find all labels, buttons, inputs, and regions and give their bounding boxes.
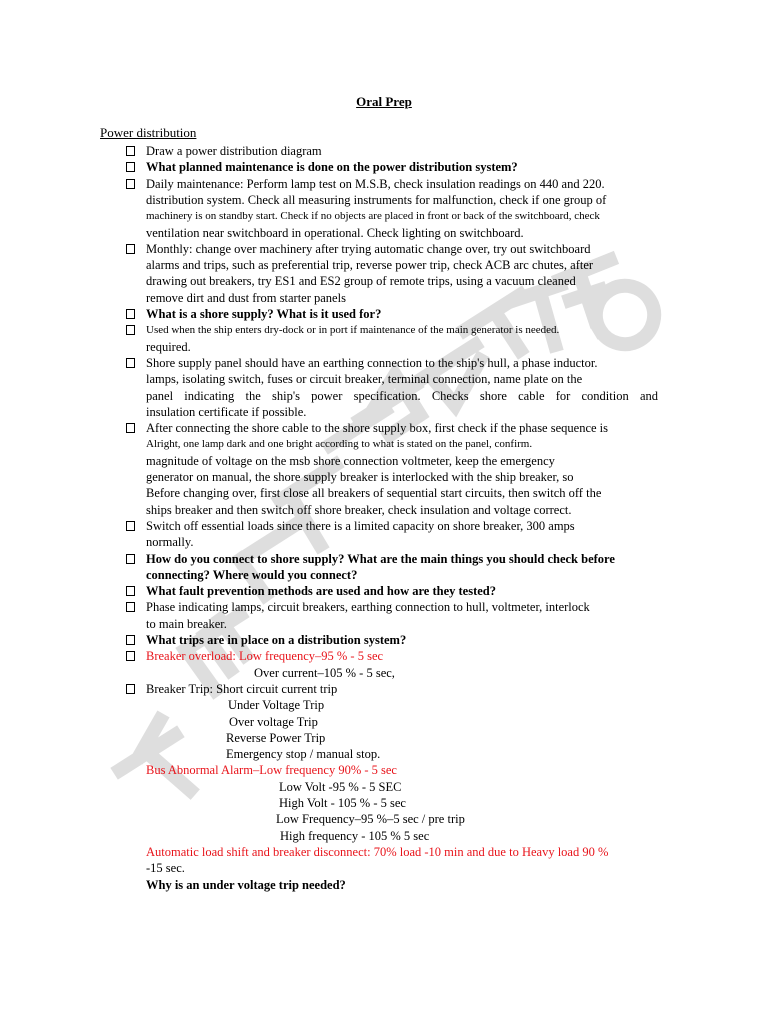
bullet-marker — [126, 423, 135, 433]
text-line: Draw a power distribution diagram — [146, 144, 322, 158]
text-line: Over current–105 % - 5 sec, — [254, 665, 395, 680]
text-line: Before changing over, first close all breakers of sequential start circuits, then switch off the — [146, 486, 602, 501]
text-line: Phase indicating lamps, circuit breakers, earthing connection to hull, voltmeter, interlock — [146, 600, 590, 615]
text-line: remove dirt and dust from starter panels — [146, 290, 346, 305]
text-line: panel indicating the ship's power specification. Checks shore cable for condition and — [146, 388, 658, 403]
text-line: What trips are in place on a distribution system? — [146, 633, 407, 647]
text-line: What planned maintenance is done on the power distribution system? — [146, 160, 518, 175]
text-line: connecting? Where would you connect? — [146, 567, 358, 582]
text-line: Used when the ship enters dry-dock or in port if maintenance of the main generator is needed. — [146, 324, 560, 337]
text-line: Automatic load shift and breaker disconnect: 70% load -10 min and due to Heavy load 90 % — [146, 844, 609, 859]
text-line: insulation certificate if possible. — [146, 404, 307, 419]
bullet-marker — [126, 684, 135, 694]
text-line: Breaker overload: Low frequency–95 % - 5 sec — [146, 649, 384, 664]
text-line: Breaker Trip: Short circuit current trip — [146, 681, 338, 696]
text-line: Shore supply panel should have an earthing connection to the ship's hull, a phase inductor. — [146, 355, 598, 370]
text-line: machinery is on standby start. Check if no objects are placed in front or back of the switchboard, check — [146, 210, 600, 223]
text-line: ships breaker and then switch off shore breaker, check insulation and voltage correct. — [146, 502, 572, 517]
bullet-marker — [126, 554, 135, 564]
bullet-marker — [126, 162, 135, 172]
bullet-marker — [126, 244, 135, 254]
text-line: -15 sec. — [146, 861, 185, 876]
text-line: normally. — [146, 535, 194, 550]
text-line: Emergency stop / manual stop. — [226, 747, 381, 762]
text-line: Switch off essential loads since there is a limited capacity on shore breaker, 300 amps — [146, 518, 575, 533]
text-line: Low Frequency–95 %–5 sec / pre trip — [276, 812, 465, 827]
page-title: Oral Prep — [356, 94, 412, 109]
text-line: High frequency - 105 % 5 sec — [280, 828, 430, 843]
section-heading: Power distribution — [100, 125, 197, 140]
text-line: After connecting the shore cable to the shore supply box, first check if the phase sequence is — [146, 421, 608, 436]
text-line: Reverse Power Trip — [226, 730, 326, 745]
text-line: Low Volt -95 % - 5 SEC — [279, 779, 402, 794]
text-line: Monthly: change over machinery after trying automatic change over, try out switchboard — [146, 241, 591, 256]
text-line: High Volt - 105 % - 5 sec — [279, 796, 406, 810]
text-line: to main breaker. — [146, 616, 227, 631]
text-line: What is a shore supply? What is it used for? — [146, 307, 382, 321]
text-line: Over voltage Trip — [229, 714, 318, 729]
text-line: generator on manual, the shore supply breaker is interlocked with the ship breaker, so — [146, 470, 574, 484]
text-line: Under Voltage Trip — [228, 698, 325, 713]
text-line: alarms and trips, such as preferential trip, reverse power trip, check ACB arc chutes, after — [146, 258, 594, 273]
text-line: Daily maintenance: Perform lamp test on M.S.B, check insulation readings on 440 and 220. — [146, 176, 605, 191]
bullet-marker — [126, 179, 135, 189]
bullet-marker — [126, 309, 135, 319]
text-line: Bus Abnormal Alarm–Low frequency 90% - 5 sec — [146, 763, 397, 778]
text-line: drawing out breakers, try ES1 and ES2 group of remote trips, using a vacuum cleaned — [146, 274, 576, 289]
text-line: magnitude of voltage on the msb shore connection voltmeter, keep the emergency — [146, 453, 555, 468]
text-line: What fault prevention methods are used and how are they tested? — [146, 584, 497, 599]
text-line: Alright, one lamp dark and one bright according to what is stated on the panel, confirm. — [146, 438, 533, 451]
text-line: ventilation near switchboard in operational. Check lighting on switchboard. — [146, 225, 524, 240]
text-line: required. — [146, 339, 191, 354]
bullet-marker — [126, 325, 135, 335]
bullet-marker — [126, 586, 135, 596]
bullet-marker — [126, 651, 135, 661]
text-line: lamps, isolating switch, fuses or circuit breaker, terminal connection, name plate on the — [146, 372, 583, 387]
text-line: Why is an under voltage trip needed? — [146, 877, 346, 892]
bullet-marker — [126, 358, 135, 368]
bullet-marker — [126, 521, 135, 531]
text-line: distribution system. Check all measuring instruments for malfunction, check if one group of — [146, 192, 607, 207]
bullet-marker — [126, 602, 135, 612]
bullet-marker — [126, 635, 135, 645]
text-line: How do you connect to shore supply? What are the main things you should check before — [146, 551, 615, 566]
bullet-marker — [126, 146, 135, 156]
